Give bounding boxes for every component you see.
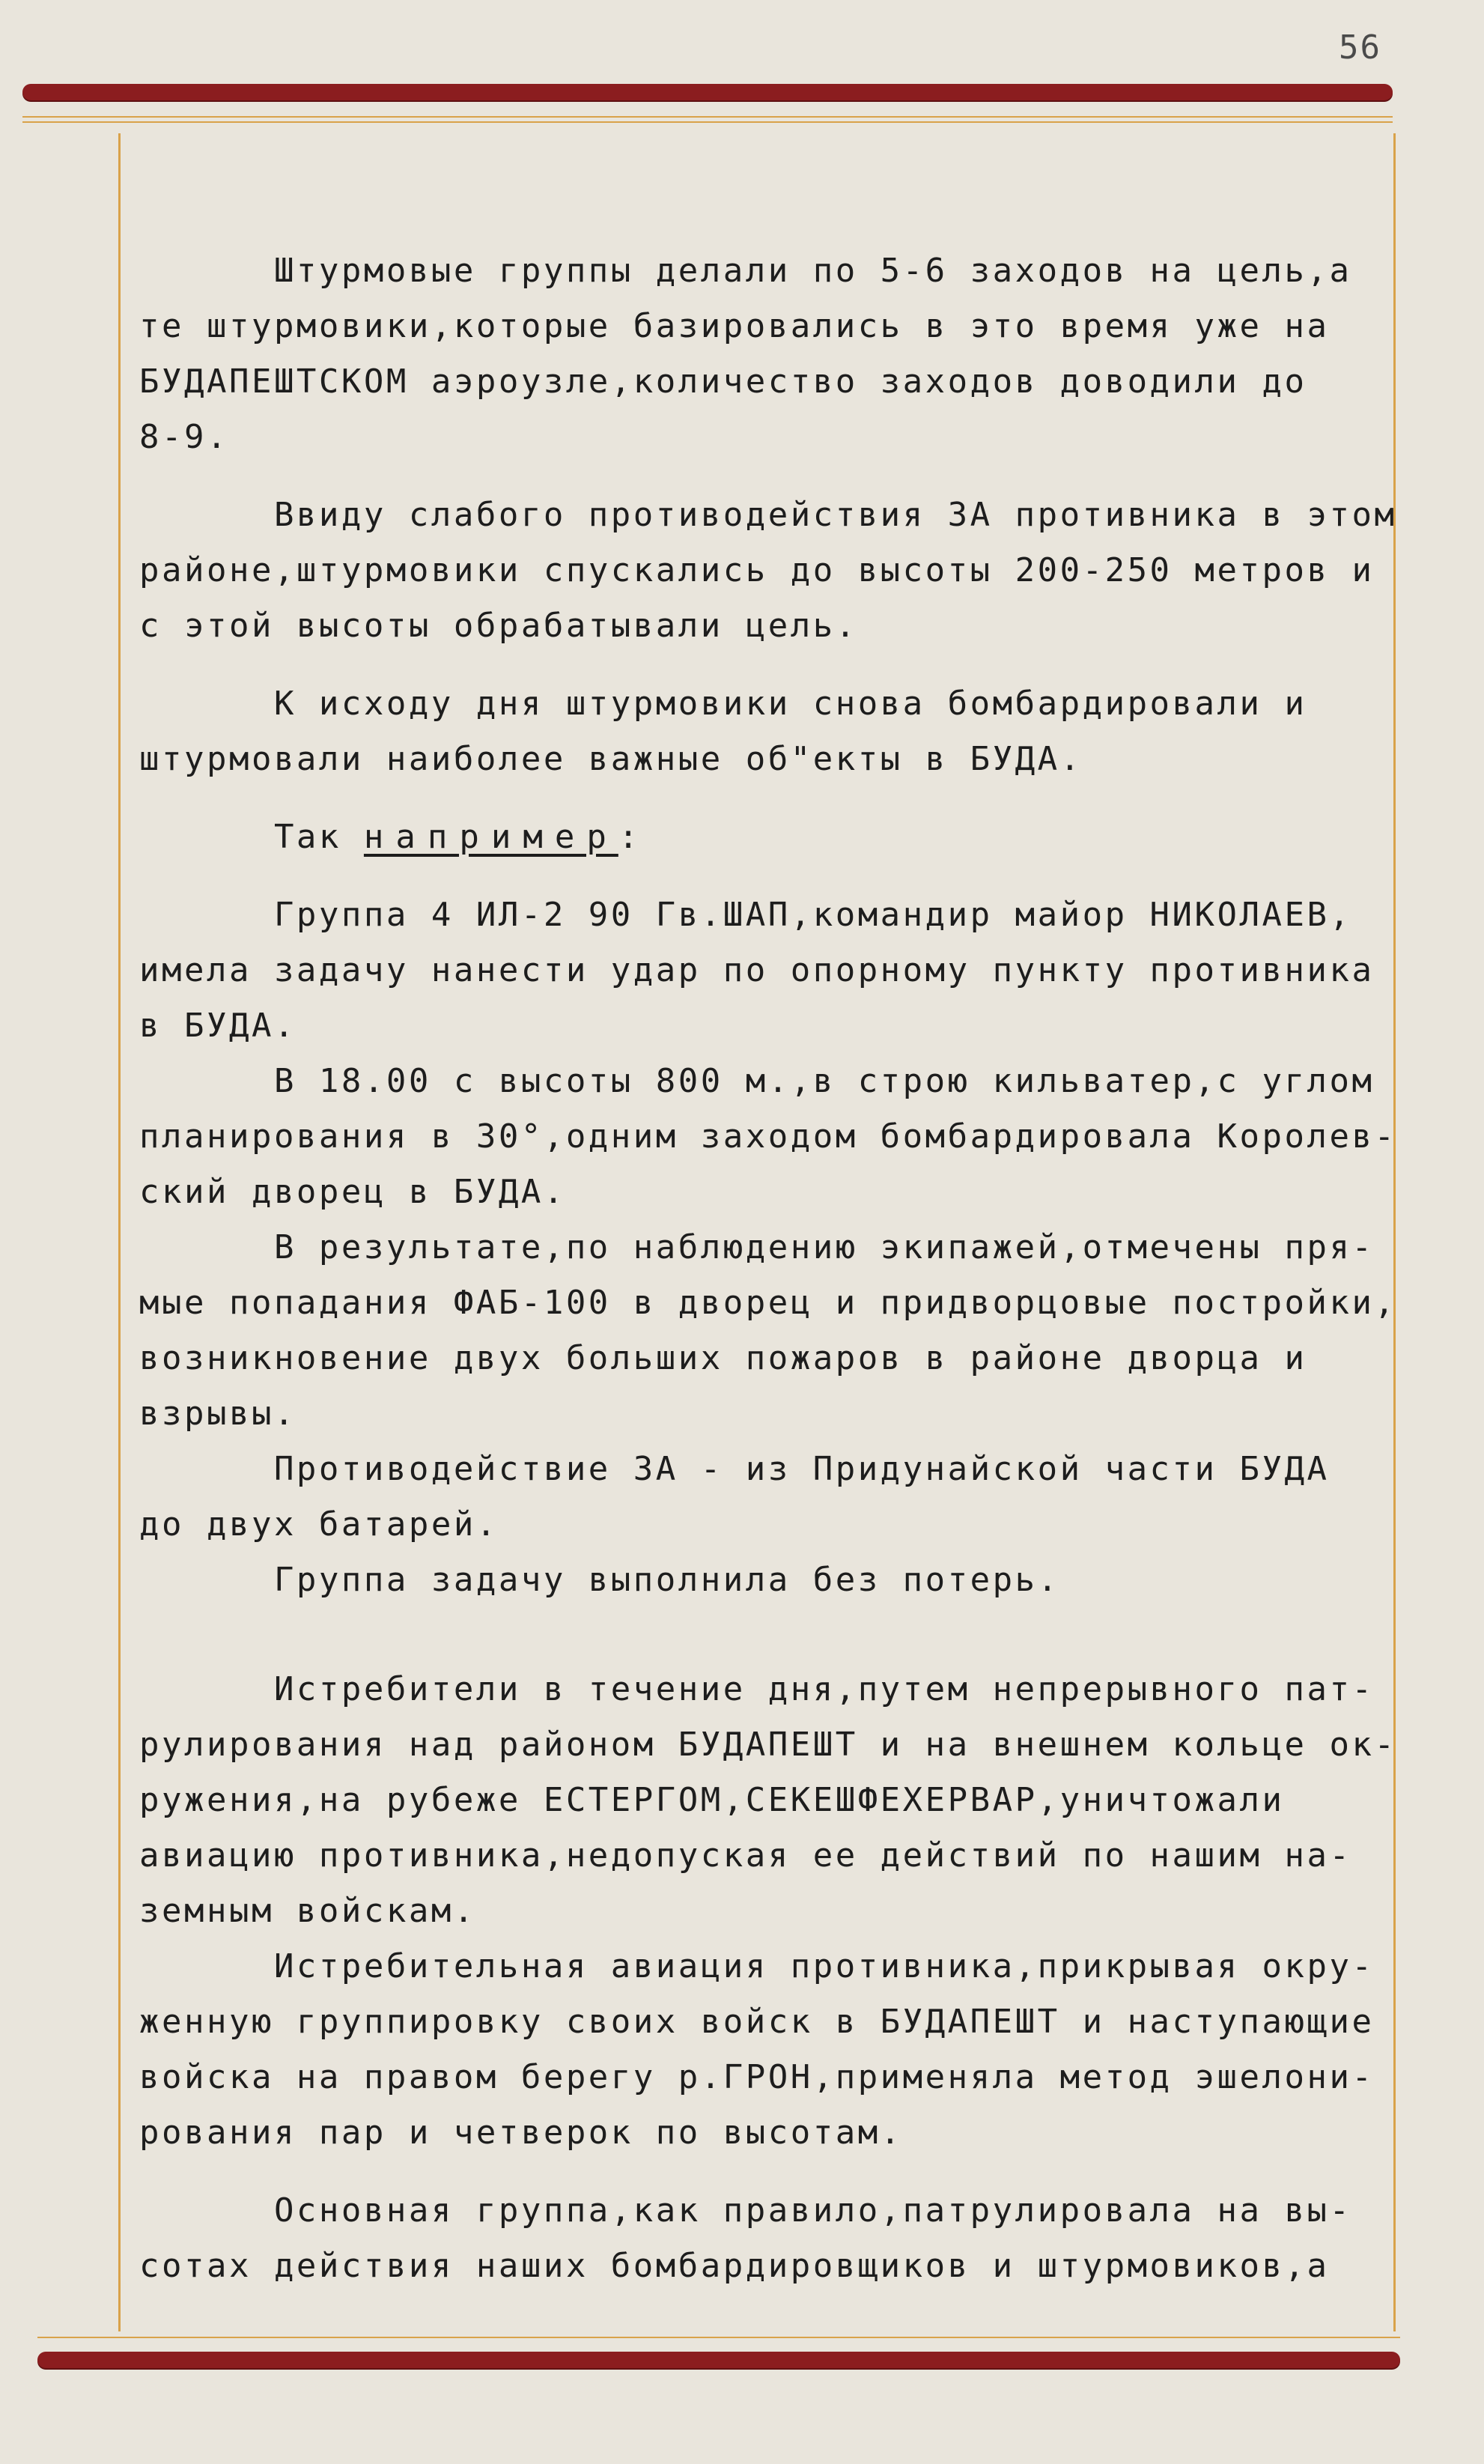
text-line: 8-9. [139, 418, 229, 456]
text-line: Противодействие ЗА - из Придунайской части БУДА [139, 1450, 1330, 1488]
top-red-border [22, 84, 1393, 100]
text-line: ружения,на рубеже ЕСТЕРГОМ,СЕКЕШФЕХЕРВАР,уничтожали [139, 1781, 1285, 1819]
example-emphasis: например [363, 818, 618, 856]
text-line: войска на правом берегу р.ГРОН,применяла метод эшелони- [139, 2058, 1375, 2096]
text-line: Основная группа,как правило,патрулировала на вы- [139, 2191, 1352, 2230]
text-line: ский дворец в БУДА. [139, 1173, 566, 1211]
text-line: авиацию противника,недопуская ее действий по нашим на- [139, 1836, 1352, 1875]
text-line: К исходу дня штурмовики снова бомбардировали и [139, 685, 1307, 723]
text-line: Истребительная авиация противника,прикрывая окру- [139, 1947, 1375, 1985]
text-line: рования пар и четверок по высотам. [139, 2113, 903, 2152]
bottom-decorative-line [37, 2337, 1400, 2338]
page-number: 56 [1339, 28, 1381, 67]
text-line: Истребители в течение дня,путем непрерывного пат- [139, 1670, 1375, 1708]
text-line: В 18.00 с высоты 800 м.,в строю кильватер,с углом [139, 1062, 1375, 1100]
text-line: возникновение двух больших пожаров в районе дворца и [139, 1339, 1307, 1377]
text-line: планирования в 30°,одним заходом бомбардировала Королев- [139, 1117, 1397, 1156]
top-decorative-line [22, 116, 1393, 118]
text-line: рулирования над районом БУДАПЕШТ и на внешнем кольце ок- [139, 1726, 1397, 1764]
text-line: штурмовали наиболее важные об"екты в БУДА. [139, 740, 1083, 778]
text-line: имела задачу нанести удар по опорному пункту противника [139, 951, 1375, 989]
text-line: земным войскам. [139, 1892, 476, 1930]
text-line: районе,штурмовики спускались до высоты 200-250 метров и [139, 551, 1375, 589]
top-decorative-line-2 [22, 121, 1393, 123]
text-line: Группа задачу выполнила без потерь. [139, 1561, 1060, 1599]
example-lead: Так [139, 818, 364, 856]
text-line: в БУДА. [139, 1007, 297, 1045]
text-line: женную группировку своих войск в БУДАПЕШТ и наступающие [139, 2003, 1375, 2041]
text-line: Штурмовые группы делали по 5-6 заходов на цель,а [139, 252, 1352, 290]
example-heading [139, 810, 1397, 865]
text-line: сотах действия наших бомбардировщиков и штурмовиков,а [139, 2247, 1330, 2285]
text-line: до двух батарей. [139, 1505, 499, 1544]
bottom-red-border [37, 2352, 1400, 2368]
text-line: Ввиду слабого противодействия ЗА противника в этом [139, 496, 1397, 534]
text-line: Группа 4 ИЛ-2 90 Гв.ШАП,командир майор НИКОЛАЕВ, [139, 896, 1352, 934]
text-line: те штурмовики,которые базировались в это время уже на [139, 307, 1330, 345]
text-line: взрывы. [139, 1395, 297, 1433]
text-line: В результате,по наблюдению экипажей,отмечены пря- [139, 1228, 1375, 1266]
text-line: с этой высоты обрабатывали цель. [139, 607, 858, 645]
typed-text-body [139, 243, 1397, 2294]
text-line: БУДАПЕШТСКОМ аэроузле,количество заходов доводили до [139, 362, 1307, 401]
text-line: мые попадания ФАБ-100 в дворец и придворцовые постройки, [139, 1284, 1397, 1322]
example-colon: : [618, 818, 641, 856]
